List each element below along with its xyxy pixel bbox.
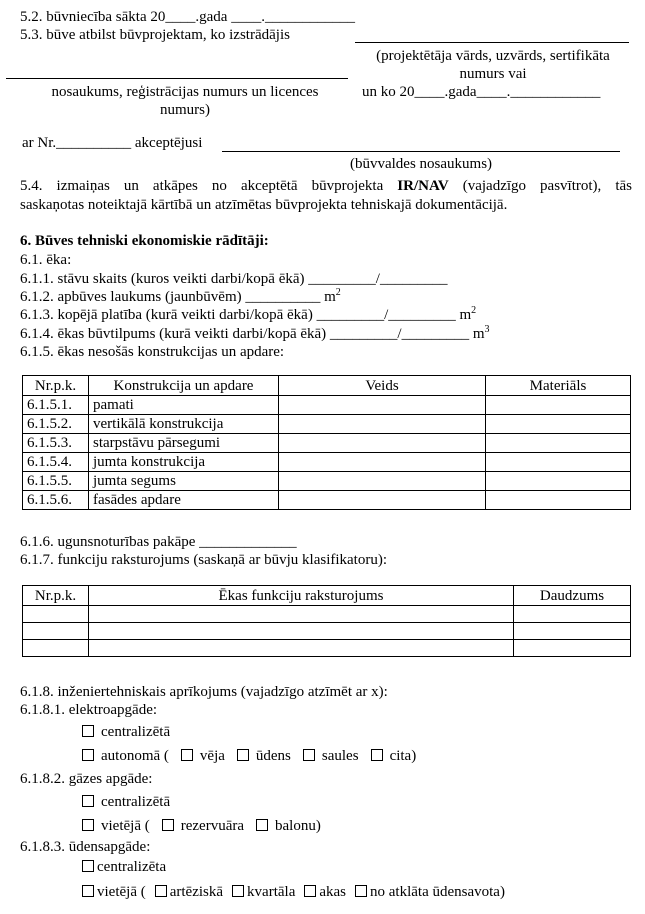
paragraph-5-4-pre: 5.4. izmaiņas un atkāpes no akceptētā būvprojekta xyxy=(20,178,384,194)
cell-label-blank xyxy=(89,640,514,657)
cell-veids-blank xyxy=(279,491,486,510)
cell-veids-blank xyxy=(279,415,486,434)
paragraph-5-4-ir-nav: IR/NAV xyxy=(397,178,449,194)
cell-veids-blank xyxy=(279,396,486,415)
item-6-1-8: 6.1.8. inženiertehniskais aprīkojums (vajadzīgo atzīmēt ar x): xyxy=(20,684,388,700)
item-6-1-4 xyxy=(20,325,490,343)
col-header-funkcijas: Ēkas funkciju raksturojums xyxy=(89,586,514,606)
item-6-1-2-sup: 2 xyxy=(335,287,341,298)
checkbox-label: centralizētā xyxy=(101,724,171,740)
cell-nr: 6.1.5.4. xyxy=(23,453,89,472)
checkbox-label: vietējā ( xyxy=(101,818,150,834)
checkbox-label: vēja xyxy=(199,748,225,764)
cell-label: starpstāvu pārsegumi xyxy=(89,434,279,453)
checkbox-option xyxy=(155,883,223,901)
checkbox-option xyxy=(162,817,244,835)
checkbox-label: balonu) xyxy=(275,818,321,834)
checkbox-icon[interactable] xyxy=(82,885,94,897)
checkbox-option xyxy=(256,817,321,835)
cell-nr-blank xyxy=(23,640,89,657)
checkbox-option xyxy=(237,747,291,765)
table-row xyxy=(23,396,631,415)
checkbox-label: rezervuāra xyxy=(180,818,245,834)
checkbox-option xyxy=(371,747,417,765)
checkbox-option xyxy=(232,883,295,901)
checkbox-label: artēziskā xyxy=(169,884,224,900)
cell-veids-blank xyxy=(279,472,486,491)
paragraph-5-4-line1 xyxy=(20,177,632,195)
table-row xyxy=(23,434,631,453)
table-row xyxy=(23,472,631,491)
field-line-5-3: 5.3. būve atbilst būvprojektam, ko izstrādājis xyxy=(20,27,290,43)
cell-label: jumta segums xyxy=(89,472,279,491)
checkbox-row-udens-vieteja xyxy=(82,883,514,901)
cell-materials-blank xyxy=(486,472,631,491)
item-6-1-2 xyxy=(20,288,341,306)
col-header-daudzums: Daudzums xyxy=(514,586,631,606)
item-6-1-5: 6.1.5. ēkas nesošās konstrukcijas un apdare: xyxy=(20,344,285,360)
fill-rule-buvvalde xyxy=(222,151,620,152)
checkbox-icon[interactable] xyxy=(237,749,249,761)
checkbox-icon[interactable] xyxy=(82,795,94,807)
item-6-1-3-text: 6.1.3. kopējā platība (kurā veikti darbi/kopā ēkā) _________/_________ m xyxy=(20,307,472,323)
checkbox-row-elektro-autonoma xyxy=(82,747,428,765)
field-un-ko: un ko 20____.gada____.____________ xyxy=(362,84,601,100)
table-row xyxy=(23,491,631,510)
item-6-1-4-sup: 3 xyxy=(484,324,490,335)
paragraph-5-4-line2: saskaņotas noteiktajā kārtībā un atzīmētas būvprojekta tehniskajā dokumentācijā. xyxy=(20,197,508,213)
paragraph-5-4-tail: (vajadzīgo pasvītrot), tās xyxy=(462,178,632,194)
item-6-1-6: 6.1.6. ugunsnoturības pakāpe _____________ xyxy=(20,534,297,550)
cell-daudzums-blank xyxy=(514,640,631,657)
item-6-1-8-2: 6.1.8.2. gāzes apgāde: xyxy=(20,771,153,787)
constructions-table xyxy=(22,375,631,510)
col-header-materials: Materiāls xyxy=(486,376,631,396)
caption-buvvaldes: (būvvaldes nosaukums) xyxy=(349,156,493,172)
cell-daudzums-blank xyxy=(514,623,631,640)
checkbox-icon[interactable] xyxy=(181,749,193,761)
cell-materials-blank xyxy=(486,491,631,510)
checkbox-label: vietējā ( xyxy=(97,884,146,900)
col-header-nrpk: Nr.p.k. xyxy=(23,586,89,606)
table-header-row xyxy=(23,586,631,606)
cell-label: fasādes apdare xyxy=(89,491,279,510)
checkbox-icon[interactable] xyxy=(82,860,94,872)
field-ar-nr: ar Nr.__________ akceptējusi xyxy=(22,135,203,151)
cell-materials-blank xyxy=(486,415,631,434)
checkbox-label: akas xyxy=(319,884,347,900)
checkbox-icon[interactable] xyxy=(304,885,316,897)
checkbox-row-udens-centralizeta xyxy=(82,858,175,876)
cell-nr: 6.1.5.3. xyxy=(23,434,89,453)
cell-label-blank xyxy=(89,623,514,640)
checkbox-icon[interactable] xyxy=(155,885,167,897)
cell-label-blank xyxy=(89,606,514,623)
caption-nosaukums: nosaukums, reģistrācijas numurs un licences numurs) xyxy=(51,84,319,118)
item-6-1-8-3: 6.1.8.3. ūdensapgāde: xyxy=(20,839,151,855)
checkbox-option xyxy=(82,747,169,765)
checkbox-option xyxy=(303,747,359,765)
checkbox-row-gaze-vieteja xyxy=(82,817,333,835)
item-6-1: 6.1. ēka: xyxy=(20,252,72,268)
checkbox-icon[interactable] xyxy=(232,885,244,897)
checkbox-option xyxy=(82,817,150,835)
cell-label: pamati xyxy=(89,396,279,415)
table-row xyxy=(23,453,631,472)
col-header-veids: Veids xyxy=(279,376,486,396)
checkbox-row-gaze-centralizeta xyxy=(82,793,182,811)
table-row xyxy=(23,415,631,434)
cell-nr: 6.1.5.5. xyxy=(23,472,89,491)
checkbox-icon[interactable] xyxy=(162,819,174,831)
item-6-1-8-1: 6.1.8.1. elektroapgāde: xyxy=(20,702,158,718)
fill-rule-nosaukums xyxy=(6,78,348,79)
item-6-1-7: 6.1.7. funkciju raksturojums (saskaņā ar būvju klasifikatoru): xyxy=(20,552,388,568)
table-row xyxy=(23,606,631,623)
checkbox-icon[interactable] xyxy=(371,749,383,761)
checkbox-label: kvartāla xyxy=(247,884,296,900)
checkbox-option xyxy=(355,883,505,901)
checkbox-icon[interactable] xyxy=(256,819,268,831)
cell-nr-blank xyxy=(23,606,89,623)
checkbox-icon[interactable] xyxy=(82,819,94,831)
functions-table xyxy=(22,585,631,657)
checkbox-label: autonomā ( xyxy=(101,748,169,764)
checkbox-label: ūdens xyxy=(255,748,291,764)
item-6-1-1: 6.1.1. stāvu skaits (kuros veikti darbi/kopā ēkā) _________/_________ xyxy=(20,271,448,287)
checkbox-icon[interactable] xyxy=(303,749,315,761)
cell-materials-blank xyxy=(486,396,631,415)
col-header-nrpk: Nr.p.k. xyxy=(23,376,89,396)
cell-nr: 6.1.5.1. xyxy=(23,396,89,415)
section-6-heading: 6. Būves tehniski ekonomiskie rādītāji: xyxy=(20,233,269,249)
item-6-1-2-text: 6.1.2. apbūves laukums (jaunbūvēm) __________ m xyxy=(20,289,336,305)
cell-veids-blank xyxy=(279,453,486,472)
checkbox-label: no atklāta ūdensavota) xyxy=(370,884,505,900)
cell-nr: 6.1.5.6. xyxy=(23,491,89,510)
checkbox-label: centralizētā xyxy=(101,794,171,810)
item-6-1-3-sup: 2 xyxy=(471,305,477,316)
checkbox-option xyxy=(304,883,346,901)
cell-daudzums-blank xyxy=(514,606,631,623)
item-6-1-3 xyxy=(20,306,476,324)
cell-label: jumta konstrukcija xyxy=(89,453,279,472)
fill-rule-projektetaja xyxy=(355,42,629,43)
checkbox-icon[interactable] xyxy=(355,885,367,897)
cell-nr: 6.1.5.2. xyxy=(23,415,89,434)
cell-nr-blank xyxy=(23,623,89,640)
checkbox-row-elektro-centralizeta xyxy=(82,723,182,741)
checkbox-label: saules xyxy=(321,748,359,764)
table-row xyxy=(23,640,631,657)
field-line-5-2: 5.2. būvniecība sākta 20____.gada ____.____________ xyxy=(20,9,355,25)
checkbox-icon[interactable] xyxy=(82,749,94,761)
table-row xyxy=(23,623,631,640)
checkbox-option xyxy=(82,858,166,876)
cell-materials-blank xyxy=(486,434,631,453)
checkbox-icon[interactable] xyxy=(82,725,94,737)
checkbox-option xyxy=(181,747,225,765)
cell-veids-blank xyxy=(279,434,486,453)
caption-projektetaja: (projektētāja vārds, uzvārds, sertifikāta numurs vai xyxy=(376,48,610,82)
checkbox-label: centralizēta xyxy=(97,859,167,875)
cell-materials-blank xyxy=(486,453,631,472)
table-header-row xyxy=(23,376,631,396)
checkbox-option xyxy=(82,793,170,811)
checkbox-label: cita) xyxy=(389,748,417,764)
cell-label: vertikālā konstrukcija xyxy=(89,415,279,434)
checkbox-option xyxy=(82,723,170,741)
item-6-1-4-text: 6.1.4. ēkas būvtilpums (kurā veikti darbi/kopā ēkā) _________/_________ m xyxy=(20,326,485,342)
checkbox-option xyxy=(82,883,146,901)
col-header-konstrukcija: Konstrukcija un apdare xyxy=(89,376,279,396)
